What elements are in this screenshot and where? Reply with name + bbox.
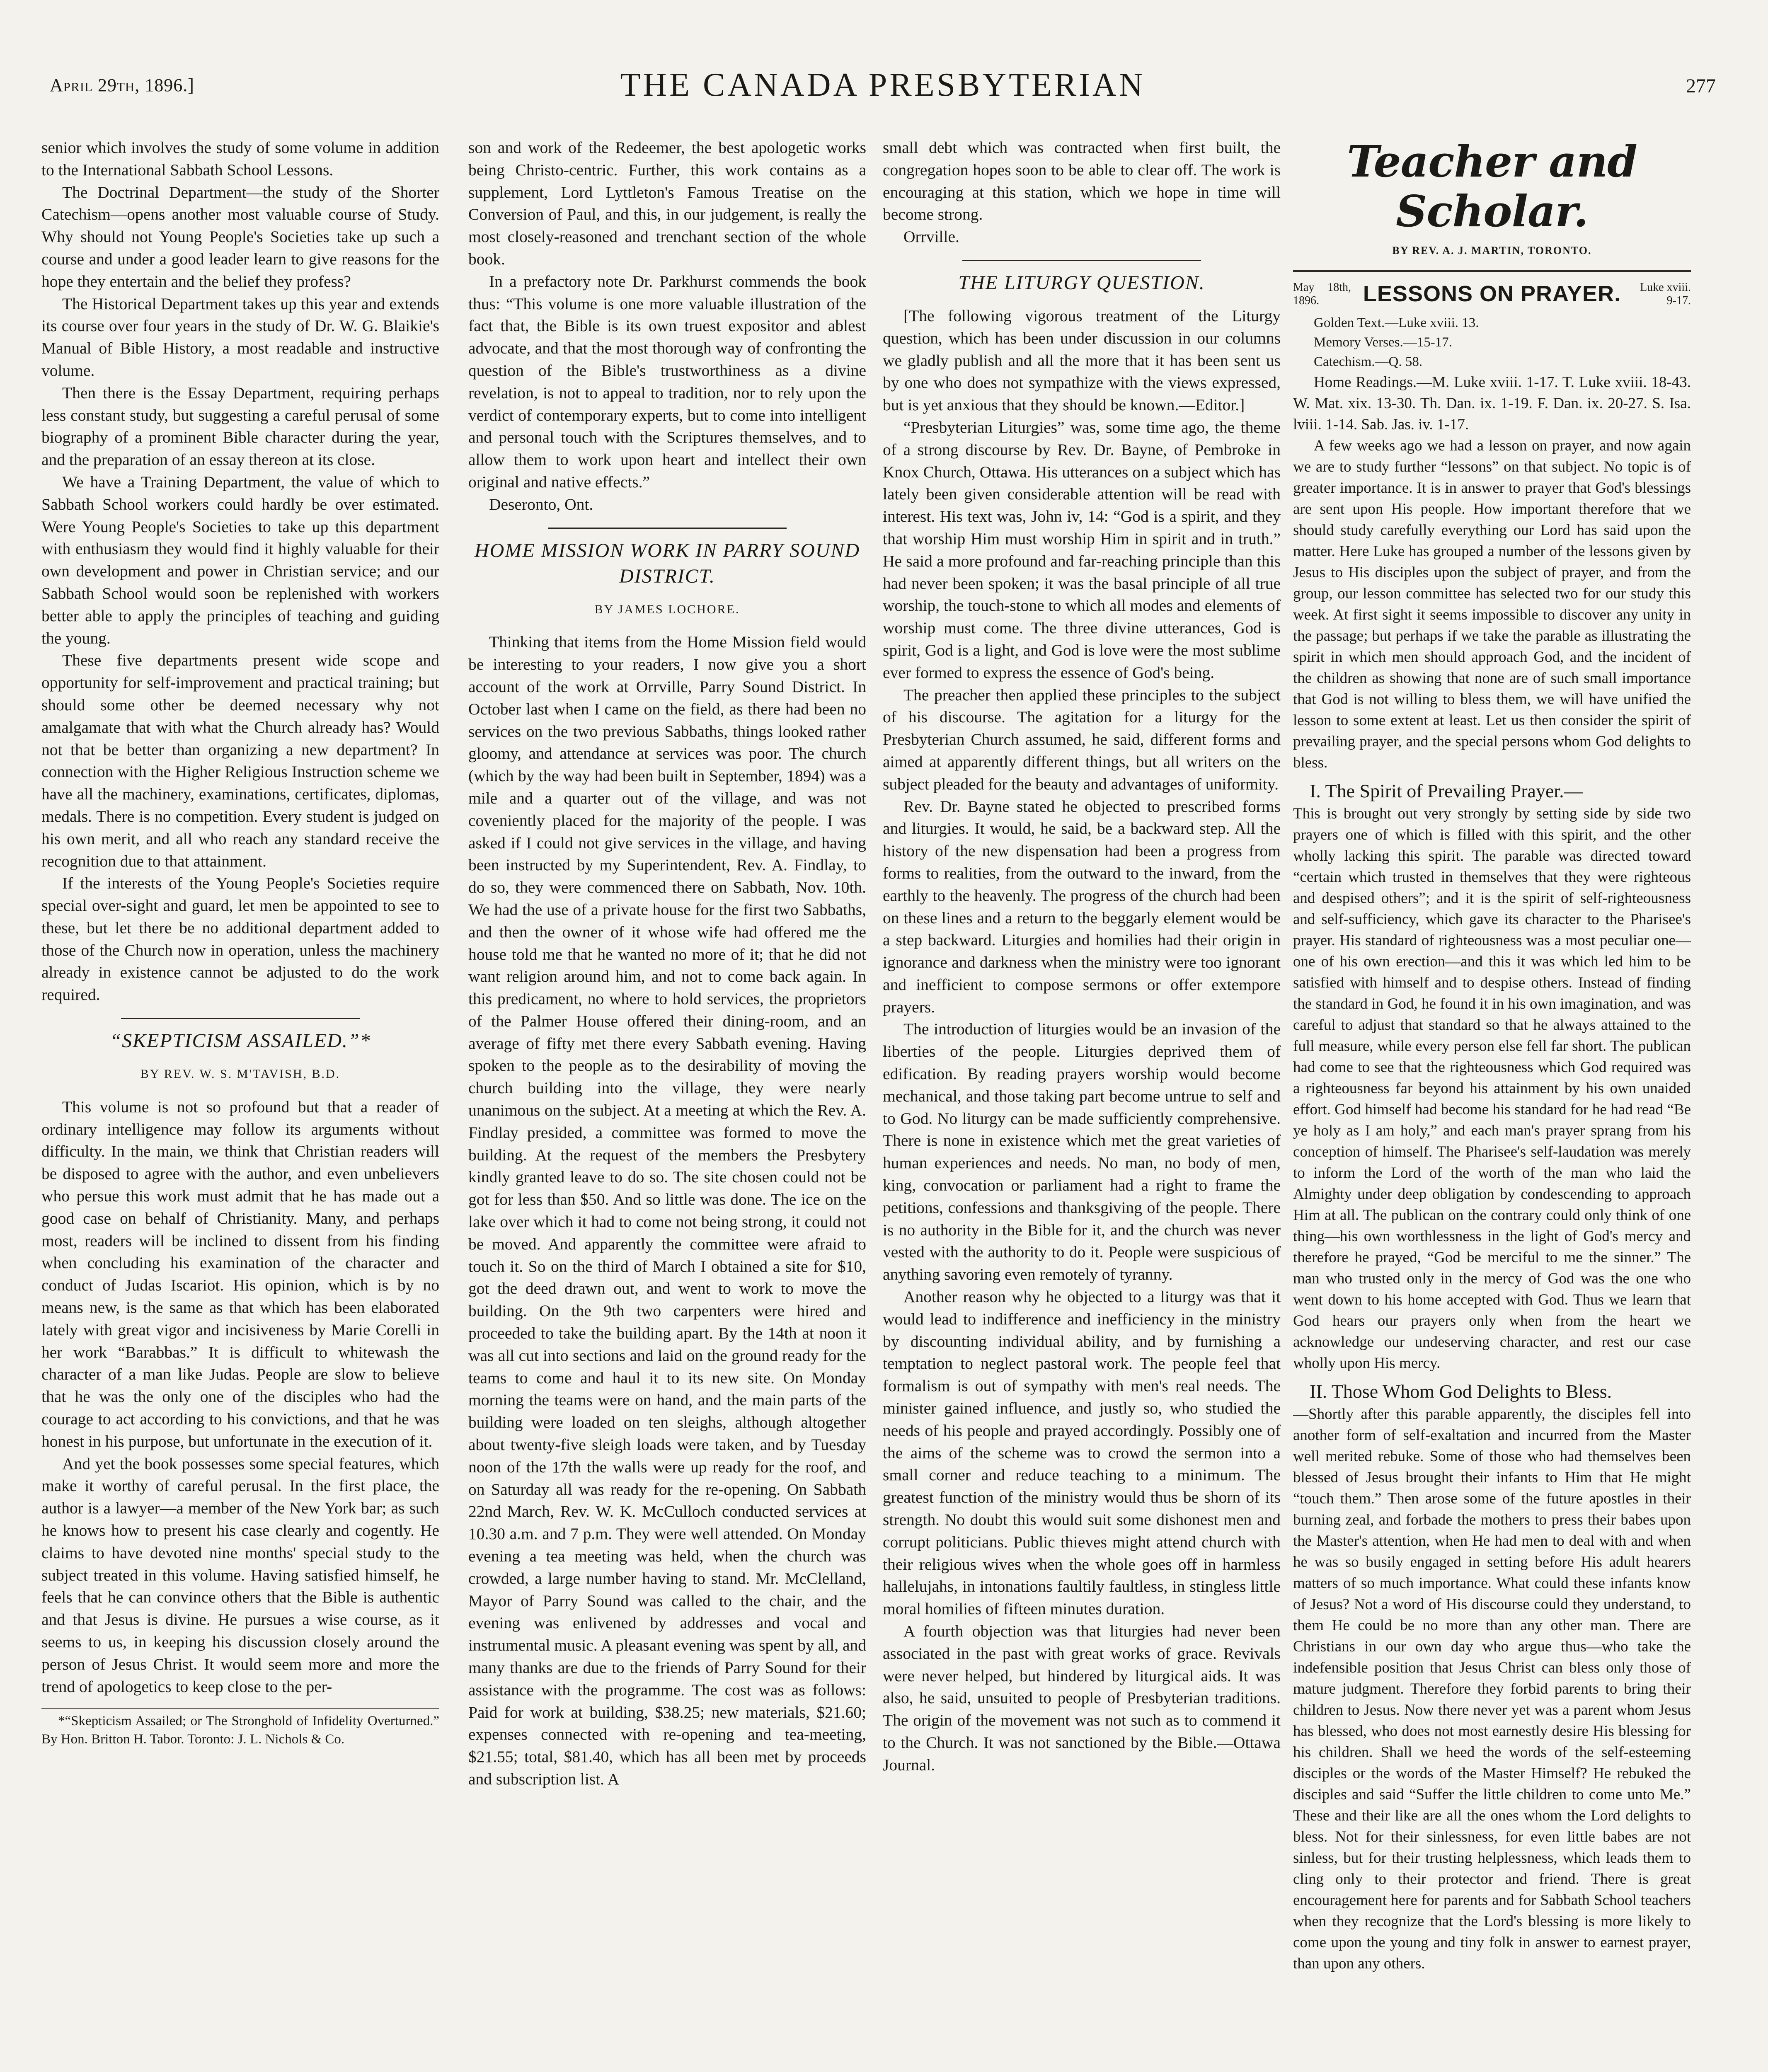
- paragraph: This is brought out very strongly by setting side by side two prayers one of which is filled with this spirit, and the other wholly lacking this spirit. The parable was directed toward “certain which trusted in themselves that they were righteous and despised others”; and it is the spirit of self-righteousness and self-sufficiency, which gave its character to the Pharisee's prayer. His standard of righteousness was a most peculiar one—one of his own erection—and this it was which led him to be satisfied with himself and to despise others. Instead of finding the standard in God, he found it in his own imagination, and was careful to adjust that standard so that he always attained to the full measure, while every person else fell far short. The publican had come to see that the righteousness which God required was a righteousness far beyond his attainment by his own unaided effort. God himself had become his standard for he had read “Be ye holy as I am holy,” and each man's prayer sprang from his conception of himself. The Pharisee's self-laudation was merely to inform the Lord of the worth of the man who laid the Almighty under deep obligation by condescending to approach Him at all. The publican on the contrary could only think of one thing—his own worthlessness in the light of God's mercy and therefore he prayed, “God be merciful to me the sinner.” The man who trusted only in the mercy of God was the one who went down to his home accepted with God. Thus we learn that God hears our prayers only when from the heart we acknowledge our undeserving character, and rest our case wholly upon His mercy.: [1293, 805, 1691, 1372]
- paragraph: —Shortly after this parable apparently, the disciples fell into another form of self-exaltation and incurred from the Master well merited rebuke. Some of those who had themselves been blessed of Jesus brought their infants to Him that He might “touch them.” Then arose some of the future apostles in their burning zeal, and forbade the mothers to press their babes upon the Master's attention, when He had men to deal with and when he was so busily engaged in setting before His adult hearers matters of so much importance. What could these infants know of Jesus? Not a word of His discourse could they understand, to them He could be no more than any other man. There are Christians in our own day who argue thus—who take the indefensible position that Jesus Christ can bless only those of mature judgment. Therefore they forbid parents to bring their children to Jesus. Now there never yet was a parent whom Jesus has blessed, who does not most earnestly desire His blessing for his children. Shall we heed the words of the self-esteeming disciples or the words of the Master Himself? He rebuked the disciples and said “Suffer the little children to come unto Me.” These and their like are all the ones whom the Lord delights to bless. Not for their sinlessness, for even little babes are not sinless, but for their trusting helplessness, which leads them to cling only to their protector and friend. There is great encouragement here for parents and for Sabbath School teachers when they recognize that the Lord's blessing is more likely to come upon the young and tiny folk in answer to earnest prayer, than upon any others.: [1293, 1405, 1691, 1972]
- paragraph: The preacher then applied these principles to the subject of his discourse. The agitation for a liturgy for the Presbyterian Church assumed, he said, different forms and aimed at apparently different things, but all writers on the subject pleaded for the beauty and advantages of uniformity.: [883, 685, 1281, 793]
- section-title-teacher-scholar: Teacher and Scholar.: [1347, 137, 1637, 237]
- lesson-date: May 18th, 1896.: [1293, 281, 1351, 307]
- paragraph: Rev. Dr. Bayne stated he objected to prescribed forms and liturgies. It would, he said, be a backward step. All the history of the new dispensation had been a progress from forms to realities, from the outward to the inward, from the earthly to the heavenly. The progress of the church had been on these lines and a return to the beggarly element would be a step backward. Liturgies and homilies had their origin in ignorance and darkness when the ministry were too ignorant and inefficient to compose sermons or offer extempore prayers.: [883, 797, 1281, 1016]
- paragraph: small debt which was contracted when first built, the congregation hopes soon to be able to clear off. The work is encouraging at this station, which we hope in time will become strong.: [883, 138, 1281, 224]
- memory-verses: Memory Verses.—15-17.: [1314, 334, 1452, 350]
- editor-note: [The following vigorous treatment of the Liturgy question, which has been under discussion in our columns we gladly publish and all the more that it has been sent us by one who does not sympathize with the views expressed, but is yet anxious that they should be known.—Editor.]: [883, 306, 1281, 414]
- paragraph: A few weeks ago we had a lesson on prayer, and now again we are to study further “lessons” on that subject. No topic is of greater importance. It is in answer to prayer that God's blessings are sent upon His people. How important therefore that we should study carefully everything our Lord has said upon the matter. Here Luke has grouped a number of the lessons given by Jesus to His disciples upon the subject of prayer, and from the group, our lesson committee has selected two for our study this week. At first sight it seems impossible to discover any unity in the passage; but perhaps if we take the parable as illustrating the spirit in which men should approach God, and the incident of the children as showing that none are of such small importance that God is not willing to bless them, we will have unified the lesson to some extent at least. Let us then consider the spirit of prevailing prayer, and the special persons whom God delights to bless.: [1293, 437, 1691, 771]
- paragraph: If the interests of the Young People's Societies require special over-sight and guard, let men be appointed to see to these, but let there be no additional department added to those of the Church now in operation, unless the machinery already in existence cannot be adjusted to do the work required.: [41, 874, 439, 1004]
- page-number: 277: [1686, 75, 1716, 97]
- column-2: [468, 137, 866, 2072]
- article-title-skepticism: “SKEPTICISM ASSAILED.”*: [110, 1030, 371, 1052]
- dateline: Orrville.: [903, 228, 959, 246]
- column-3: [883, 137, 1281, 2072]
- byline: BY JAMES LOCHORE.: [594, 602, 740, 616]
- footnote: *“Skepticism Assailed; or The Stronghold of Infidelity Overturned.” By Hon. Britton H. Tabor. Toronto: J. L. Nichols & Co.: [41, 1708, 439, 1748]
- section-heading: I. The Spirit of Prevailing Prayer.—: [1310, 780, 1583, 801]
- page-header: [50, 62, 1716, 112]
- paragraph: The Historical Department takes up this year and extends its course over four years in the study of Dr. W. G. Blaikie's Manual of Bible History, a most readable and instructive volume.: [41, 294, 439, 380]
- paragraph: A fourth objection was that liturgies had never been associated in the past with great works of grace. Revivals were never helped, but hindered by liturgical aids. It was also, he said, unsuited to people of Presbyterian traditions. The origin of the movement was not such as to commend it to the Church. It was not sanctioned by the Bible.—Ottawa Journal.: [883, 1622, 1281, 1774]
- paragraph: This volume is not so profound but that a reader of ordinary intelligence may follow its arguments without difficulty. In the main, we think that Christian readers will be disposed to agree with the author, and even unbelievers who persue this work must admit that he has made out a good case on behalf of Christianity. Many, and perhaps most, readers will be inclined to dissent from his finding when concluding his examination of the character and conduct of Judas Iscariot. His opinion, which is by no means new, is the same as that which has been elaborated lately with great vigor and incisiveness by Marie Corelli in her work “Barabbas.” It is difficult to whitewash the character of a man like Judas. People are slow to believe that he was the only one of the disciples who had the courage to act according to his convictions, and that he was honest in his purpose, but unfortunate in the execution of it.: [41, 1097, 439, 1450]
- newspaper-title: THE CANADA PRESBYTERIAN: [620, 67, 1146, 103]
- paragraph: Another reason why he objected to a liturgy was that it would lead to indifference and inefficiency in the ministry by discounting individual ability, and by furnishing a temptation to neglect pastoral work. The people feel that formalism is out of sympathy with men's real needs. The minister gained influence, and justly so, who studied the needs of his people and prayed accordingly. Possibly one of the aims of the scheme was to crowd the sermon into a small corner and reduce teaching to a minimum. The greatest function of the ministry would thus be shorn of its strength. No doubt this would suit some dishonest men and corrupt politicians. Public thieves might attend church with their religious wives when the whole goes off in harmless hallelujahs, in intonations faultily faultless, in stingless little moral homilies of fifteen minutes duration.: [883, 1288, 1281, 1618]
- lesson-reference: Luke xviii. 9-17.: [1640, 281, 1691, 307]
- divider: [1293, 270, 1691, 272]
- paragraph: The Doctrinal Department—the study of the Shorter Catechism—opens another most valuable course of Study. Why should not Young People's Societies take up such a course and under a good leader learn to give reasons for the hope they entertain and the belief they profess?: [41, 183, 439, 290]
- divider: [548, 528, 787, 529]
- byline: BY REV. A. J. MARTIN, TORONTO.: [1392, 244, 1592, 257]
- lesson-header: [1293, 281, 1691, 307]
- catechism: Catechism.—Q. 58.: [1314, 354, 1423, 369]
- paragraph: “Presbyterian Liturgies” was, some time ago, the theme of a strong discourse by Rev. Dr. Bayne, of Pembroke in Knox Church, Ottawa. His utterances on a subject which has lately been given considerable attention will be read with interest. His text was, John iv, 14: “God is a spirit, and they that worship Him must worship Him in spirit and in truth.” He said a more profound and far-reaching principle than this had never been spoken; it was the basal principle of all true worship, the touch-stone to which all modes and elements of worship must come. The three divine utterances, God is spirit, God is a light, and God is love were the most sublime ever formed to express the essence of God's being.: [883, 418, 1281, 682]
- lesson-title: LESSONS ON PRAYER.: [1363, 281, 1621, 306]
- paragraph: We have a Training Department, the value of which to Sabbath School workers could hardly be over estimated. Were Young People's Societies to take up this department with enthusiasm they would find it highly valuable for their own development and power in Christian service; and our Sabbath School would soon be replenished with workers better able to apply the principles of teaching and guiding the young.: [41, 472, 439, 647]
- column-1: [41, 137, 439, 2072]
- paragraph: Thinking that items from the Home Mission field would be interesting to your readers, I now give you a short account of the work at Orrville, Parry Sound District. In October last when I came on the field, as there had been no services on the two previous Sabbaths, things looked rather gloomy, and attendance at services was poor. The church (which by the way had been built in September, 1894) was a mile and a quarter out of the village, and was not coveniently placed for the majority of the people. I was asked if I could not give services in the village, and having been instructed by my Superintendent, Rev. A. Findlay, to do so, they were commenced there on Sabbath, Nov. 10th. We had the use of a private house for the first two Sabbaths, and then the owner of it whose wife had offered me the house told me that he wanted no more of it; that he did not want religion around him, and not to come back again. In this predicament, no where to hold services, the proprietors of the Palmer House offered their dining-room, and an average of fifty met there every Sabbath evening. Having spoken to the people as to the desirability of moving the church building into the village, they were nearly unanimous on the subject. At a meeting at which the Rev. A. Findlay presided, a committee was formed to move the building. At the request of the members the Presbytery kindly granted leave to do so. The site chosen could not be got for less than $50. And so little was done. The ice on the lake over which it had to come not being strong, it could not be moved. And apparently the committee were afraid to touch it. So on the third of March I obtained a site for $10, got the deed drawn out, and went to work to move the building. On the 9th two carpenters were hired and proceeded to take the building apart. By the 14th at noon it was all cut into sections and laid on the ground ready for the teams to come and haul it to its new site. On Monday morning the teams were on hand, and the main parts of the building were loaded on ten sleighs, although altogether about twenty-five sleigh loads were taken, and by Tuesday noon of the 17th the walls were up ready for the roof, and on Saturday all was ready for the re-opening. On Sabbath 22nd March, Rev. W. K. McCulloch conducted services at 10.30 a.m. and 7 p.m. They were well attended. On Monday evening a tea meeting was held, when the church was crowded, a large number having to stand. Mr. McClelland, Mayor of Parry Sound was called to the chair, and the evening was enlivened by addresses and vocal and instrumental music. A pleasant evening was spent by all, and many thanks are due to the friends of Parry Sound for their assistance with the programme. The cost was as follows: Paid for work at building, $38.25; new materials, $21.60; expenses connected with re-opening and tea-meeting, $21.55; total, $81.40, which has all been met by proceeds and subscription list. A: [468, 633, 866, 1788]
- byline: BY REV. W. S. M'TAVISH, B.D.: [140, 1067, 341, 1081]
- paragraph: son and work of the Redeemer, the best apologetic works being Christo-centric. Further, this work contains as a supplement, Lord Lyttleton's Famous Treatise on the Conversion of Paul, and this, in our judgement, is really the most closely-reasoned and trenchant section of the whole book.: [468, 138, 866, 268]
- divider: [121, 1018, 360, 1019]
- paragraph: Then there is the Essay Department, requiring perhaps less constant study, but suggesting a careful perusal of some biography of a prominent Bible character during the year, and the preparation of an essay thereon at its close.: [41, 383, 439, 469]
- paragraph: In a prefactory note Dr. Parkhurst commends the book thus: “This volume is one more valuable illustration of the fact that, the Bible is its own truest expositor and ablest advocate, and that the most thorough way of confronting the question of the Bible's trustworthiness as a divine revelation, is not to appeal to tradition, nor to rely upon the verdict of contemporary experts, but to come into intelligent and personal touch with the Scriptures themselves, and to allow them to work upon heart and intellect their own original and native effects.”: [468, 272, 866, 491]
- paragraph: The introduction of liturgies would be an invasion of the liberties of the people. Liturgies deprived them of edification. By reading prayers worship would become mechanical, and those taking part become untrue to self and to God. No liturgy can be made sufficiently comprehensive. There is none in existence which met the great varieties of human experiences and needs. No man, no body of men, king, convocation or parliament had a right to frame the petitions, confessions and thanksgiving of the people. There is no authority in the Bible for it, and the church was never vested with the authority to do it. People were suspicious of anything savoring even remotely of tyranny.: [883, 1020, 1281, 1284]
- issue-date: April 29th, 1896.]: [50, 75, 194, 95]
- paragraph: senior which involves the study of some volume in addition to the International Sabbath School Lessons.: [41, 138, 439, 179]
- divider: [962, 260, 1201, 261]
- article-title-home-mission: HOME MISSION WORK IN PARRY SOUND DISTRICT.: [474, 539, 860, 587]
- dateline: Deseronto, Ont.: [489, 495, 593, 513]
- article-title-liturgy: THE LITURGY QUESTION.: [958, 271, 1205, 294]
- column-4: [1293, 137, 1691, 2072]
- golden-text: Golden Text.—Luke xviii. 13.: [1314, 315, 1479, 330]
- paragraph: These five departments present wide scope and opportunity for self-improvement and practical training; but should some other be deemed necessary why not amalgamate that with what the Church already has? Would not that be better than organizing a new department? In connection with the Higher Religious Instruction scheme we have all the machinery, examinations, certificates, diplomas, medals. There is no competition. Every student is judged on his own merit, and all who reach any standard receive the recognition due to that attainment.: [41, 651, 439, 870]
- paragraph: And yet the book possesses some special features, which make it worthy of careful perusal. In the first place, the author is a lawyer—a member of the New York bar; as such he knows how to present his case clearly and cogently. He claims to have devoted nine months' special study to the subject treated in this volume. Having satisfied himself, he feels that he can convince others that the Bible is authentic and that Jesus is divine. He pursues a wise course, as it seems to us, in keeping his discussion closely around the person of Jesus Christ. It would seem more and more the trend of apologetics to keep close to the per-: [41, 1454, 439, 1696]
- section-heading: II. Those Whom God Delights to Bless.: [1310, 1380, 1612, 1402]
- home-readings: Home Readings.—M. Luke xviii. 1-17. T. Luke xviii. 18-43. W. Mat. xix. 13-30. Th. Dan. ix. 1-19. F. Dan. ix. 20-27. S. Isa. lviii. 1-14. Sab. Jas. iv. 1-17.: [1293, 373, 1691, 433]
